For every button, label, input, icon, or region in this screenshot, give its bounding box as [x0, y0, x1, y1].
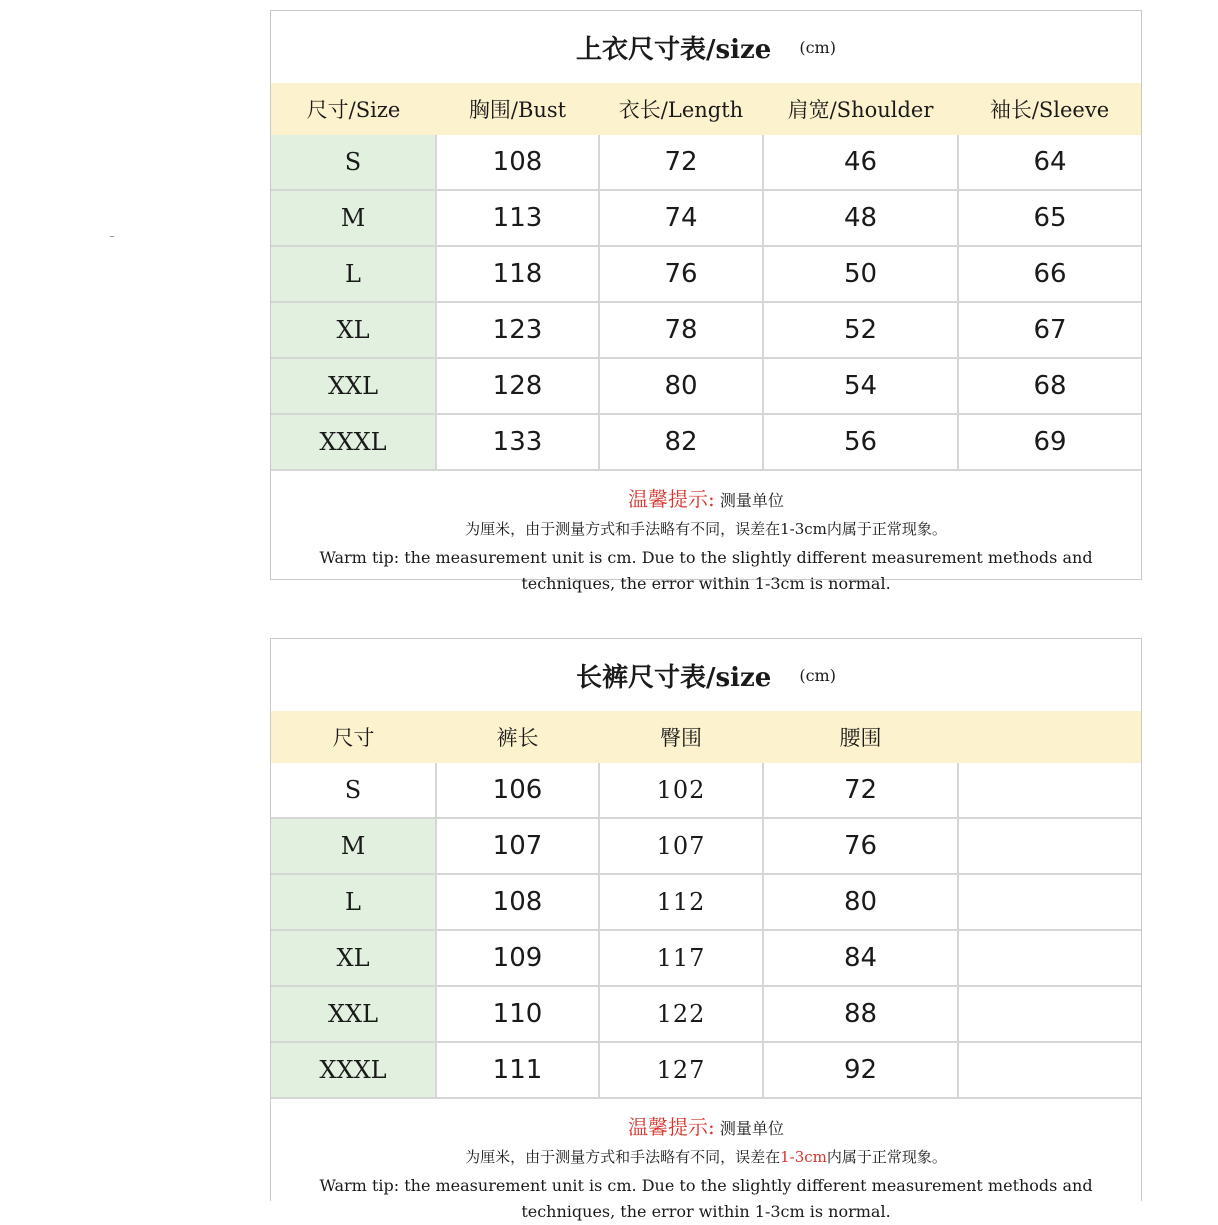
tops-warm-tip [271, 471, 1141, 597]
size-cell: S [271, 135, 436, 190]
pants-warm-tip [271, 1099, 1141, 1225]
tops-table [271, 83, 1141, 471]
tops-unit: (cm) [799, 37, 836, 57]
sleeve-cell: 68 [958, 358, 1141, 414]
pants-header-row [271, 711, 1141, 763]
header-length: 衣长/Length [599, 83, 763, 135]
size-cell: S [271, 763, 436, 818]
sleeve-cell: 69 [958, 414, 1141, 470]
table-row [271, 874, 1141, 930]
pants-title-bar [271, 639, 1141, 711]
shoulder-cell: 52 [763, 302, 958, 358]
length-cell: 74 [599, 190, 763, 246]
tip-line-2: 为厘米，由于测量方式和手法略有不同，误差在1-3cm内属于正常现象。 [465, 520, 947, 538]
empty-cell [958, 818, 1141, 874]
table-row [271, 190, 1141, 246]
pants-length-cell: 111 [436, 1042, 599, 1098]
pants-unit: (cm) [799, 665, 836, 685]
tip-range-highlight: 1-3cm [780, 1148, 827, 1166]
tip-heading: 温馨提示: [628, 1115, 715, 1139]
tip-line-2-post: 内属于正常现象。 [826, 1148, 947, 1166]
tip-english: Warm tip: the measurement unit is cm. Due to the slightly different measurement methods and techniques, the error within 1-3cm is normal. [319, 1176, 1093, 1221]
header-size: 尺寸/Size [271, 83, 436, 135]
bust-cell: 113 [436, 190, 599, 246]
tip-heading: 温馨提示: [628, 487, 715, 511]
table-row [271, 930, 1141, 986]
length-cell: 80 [599, 358, 763, 414]
table-row [271, 1042, 1141, 1098]
sleeve-cell: 65 [958, 190, 1141, 246]
pants-length-cell: 108 [436, 874, 599, 930]
size-cell: XXXL [271, 1042, 436, 1098]
pants-title: 长裤尺寸表/size [576, 662, 772, 693]
header-empty [958, 711, 1141, 763]
table-row [271, 358, 1141, 414]
length-cell: 78 [599, 302, 763, 358]
pants-table [271, 711, 1141, 1099]
size-cell: M [271, 190, 436, 246]
sleeve-cell: 67 [958, 302, 1141, 358]
hip-cell: 127 [599, 1042, 763, 1098]
empty-cell [958, 986, 1141, 1042]
sleeve-cell: 64 [958, 135, 1141, 190]
length-cell: 76 [599, 246, 763, 302]
size-cell: XXXL [271, 414, 436, 470]
header-waist: 腰围 [763, 711, 958, 763]
tip-line-2 [271, 1146, 1141, 1167]
tip-line-1 [271, 483, 1141, 512]
size-cell: XL [271, 930, 436, 986]
tops-title-bar [271, 11, 1141, 83]
header-pants-length: 裤长 [436, 711, 599, 763]
tip-line-1 [271, 1111, 1141, 1140]
pants-size-chart [270, 638, 1142, 1221]
tops-title: 上衣尺寸表/size [576, 34, 772, 65]
table-row [271, 135, 1141, 190]
hip-cell: 112 [599, 874, 763, 930]
size-cell: L [271, 246, 436, 302]
waist-cell: 88 [763, 986, 958, 1042]
pants-length-cell: 109 [436, 930, 599, 986]
tip-line-2-pre: 为厘米，由于测量方式和手法略有不同，误差在 [465, 1148, 781, 1166]
tops-header-row [271, 83, 1141, 135]
table-row [271, 986, 1141, 1042]
table-row [271, 414, 1141, 470]
table-row [271, 818, 1141, 874]
tops-size-chart [270, 10, 1142, 593]
size-cell: L [271, 874, 436, 930]
tip-line-1-rest: 测量单位 [719, 1119, 784, 1138]
header-bust: 胸围/Bust [436, 83, 599, 135]
empty-cell [958, 1042, 1141, 1098]
empty-cell [958, 763, 1141, 818]
stray-mark [110, 236, 114, 237]
hip-cell: 122 [599, 986, 763, 1042]
sleeve-cell: 66 [958, 246, 1141, 302]
bust-cell: 118 [436, 246, 599, 302]
pants-length-cell: 107 [436, 818, 599, 874]
size-cell: M [271, 818, 436, 874]
pants-length-cell: 110 [436, 986, 599, 1042]
bust-cell: 133 [436, 414, 599, 470]
length-cell: 72 [599, 135, 763, 190]
hip-cell: 102 [599, 763, 763, 818]
pants-length-cell: 106 [436, 763, 599, 818]
waist-cell: 92 [763, 1042, 958, 1098]
header-size: 尺寸 [271, 711, 436, 763]
waist-cell: 72 [763, 763, 958, 818]
empty-cell [958, 874, 1141, 930]
empty-cell [958, 930, 1141, 986]
tip-english: Warm tip: the measurement unit is cm. Due to the slightly different measurement methods and techniques, the error within 1-3cm is normal. [319, 548, 1093, 593]
table-row [271, 763, 1141, 818]
table-row [271, 302, 1141, 358]
waist-cell: 84 [763, 930, 958, 986]
bust-cell: 128 [436, 358, 599, 414]
table-row [271, 246, 1141, 302]
size-cell: XXL [271, 986, 436, 1042]
header-shoulder: 肩宽/Shoulder [763, 83, 958, 135]
size-cell: XL [271, 302, 436, 358]
shoulder-cell: 54 [763, 358, 958, 414]
size-cell: XXL [271, 358, 436, 414]
shoulder-cell: 50 [763, 246, 958, 302]
waist-cell: 80 [763, 874, 958, 930]
header-sleeve: 袖长/Sleeve [958, 83, 1141, 135]
bust-cell: 123 [436, 302, 599, 358]
shoulder-cell: 56 [763, 414, 958, 470]
shoulder-cell: 46 [763, 135, 958, 190]
hip-cell: 107 [599, 818, 763, 874]
hip-cell: 117 [599, 930, 763, 986]
header-hip: 臀围 [599, 711, 763, 763]
length-cell: 82 [599, 414, 763, 470]
bust-cell: 108 [436, 135, 599, 190]
shoulder-cell: 48 [763, 190, 958, 246]
waist-cell: 76 [763, 818, 958, 874]
tip-line-1-rest: 测量单位 [719, 491, 784, 510]
